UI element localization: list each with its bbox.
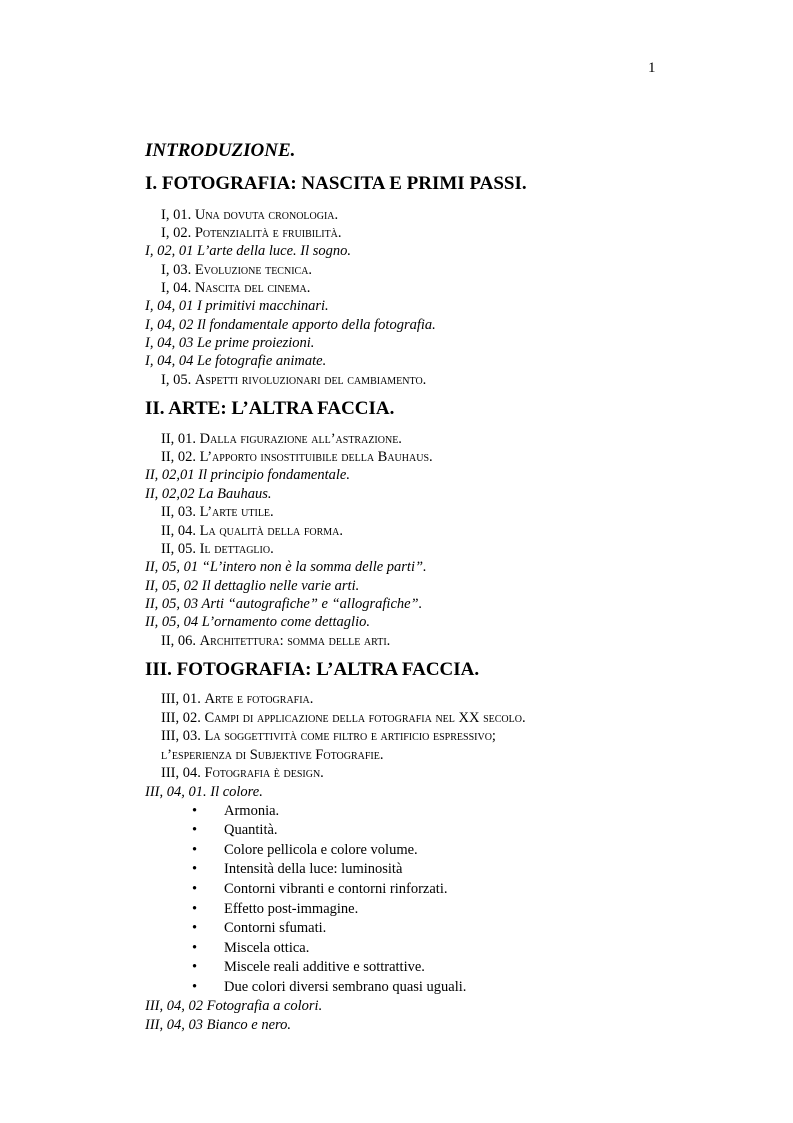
toc-entry: II, 01. Dalla figurazione all’astrazione. — [161, 431, 402, 447]
toc-entry: III, 01. Arte e fotografia. — [161, 691, 314, 707]
toc-subentry: II, 02,02 La Bauhaus. — [145, 486, 272, 502]
page-number: 1 — [648, 60, 656, 76]
bullet-icon: • — [192, 901, 198, 917]
bullet-icon: • — [192, 861, 198, 877]
bullet-icon: • — [192, 803, 198, 819]
toc-entry: I, 02. Potenzialità e fruibilità. — [161, 225, 342, 241]
toc-entry: I, 05. Aspetti rivoluzionari del cambiamento. — [161, 372, 427, 388]
bullet-icon: • — [192, 842, 198, 858]
toc-subentry: I, 04, 04 Le fotografie animate. — [145, 353, 327, 369]
toc-entry: II, 03. L’arte utile. — [161, 504, 274, 520]
bullet-icon: • — [192, 940, 198, 956]
toc-subentry: I, 04, 03 Le prime proiezioni. — [145, 335, 315, 351]
toc-subentry: III, 04, 02 Fotografia a colori. — [145, 998, 323, 1014]
toc-entry: I, 01. Una dovuta cronologia. — [161, 207, 339, 223]
toc-entry: III, 04. Fotografia è design. — [161, 765, 324, 781]
bullet-icon: • — [192, 959, 198, 975]
toc-subentry: II, 05, 04 L’ornamento come dettaglio. — [145, 614, 370, 630]
introduction-heading: INTRODUZIONE. — [145, 140, 296, 161]
chapter-1-title: I. FOTOGRAFIA: NASCITA E PRIMI PASSI. — [145, 173, 527, 194]
toc-entry: II, 05. Il dettaglio. — [161, 541, 274, 557]
toc-entry: II, 02. L’apporto insostituibile della Bauhaus. — [161, 449, 433, 465]
toc-entry: III, 02. Campi di applicazione della fotografia nel XX secolo. — [161, 710, 526, 726]
toc-subentry: III, 04, 03 Bianco e nero. — [145, 1017, 292, 1033]
toc-entry: III, 03. La soggettività come filtro e artificio espressivo; — [161, 728, 496, 744]
chapter-2-title: II. ARTE: L’ALTRA FACCIA. — [145, 398, 395, 419]
toc-entry-continuation: l’esperienza di Subjektive Fotografie. — [161, 747, 384, 763]
bullet-icon: • — [192, 979, 198, 995]
toc-subentry: I, 02, 01 L’arte della luce. Il sogno. — [145, 243, 352, 259]
toc-entry: I, 03. Evoluzione tecnica. — [161, 262, 313, 278]
toc-subentry: II, 05, 01 “L’intero non è la somma delle parti”. — [145, 559, 427, 575]
toc-entry: I, 04. Nascita del cinema. — [161, 280, 311, 296]
toc-subentry: II, 05, 02 Il dettaglio nelle varie arti. — [145, 578, 360, 594]
bullet-icon: • — [192, 881, 198, 897]
toc-subentry: II, 05, 03 Arti “autografiche” e “allografiche”. — [145, 596, 423, 612]
bullet-icon: • — [192, 920, 198, 936]
toc-subentry: III, 04, 01. Il colore. — [145, 784, 263, 800]
chapter-3-title: III. FOTOGRAFIA: L’ALTRA FACCIA. — [145, 659, 480, 680]
toc-entry: II, 04. La qualità della forma. — [161, 523, 344, 539]
bullet-icon: • — [192, 822, 198, 838]
toc-subentry: II, 02,01 Il principio fondamentale. — [145, 467, 350, 483]
toc-subentry: I, 04, 01 I primitivi macchinari. — [145, 298, 329, 314]
toc-entry: II, 06. Architettura: somma delle arti. — [161, 633, 391, 649]
toc-subentry: I, 04, 02 Il fondamentale apporto della fotografia. — [145, 317, 436, 333]
